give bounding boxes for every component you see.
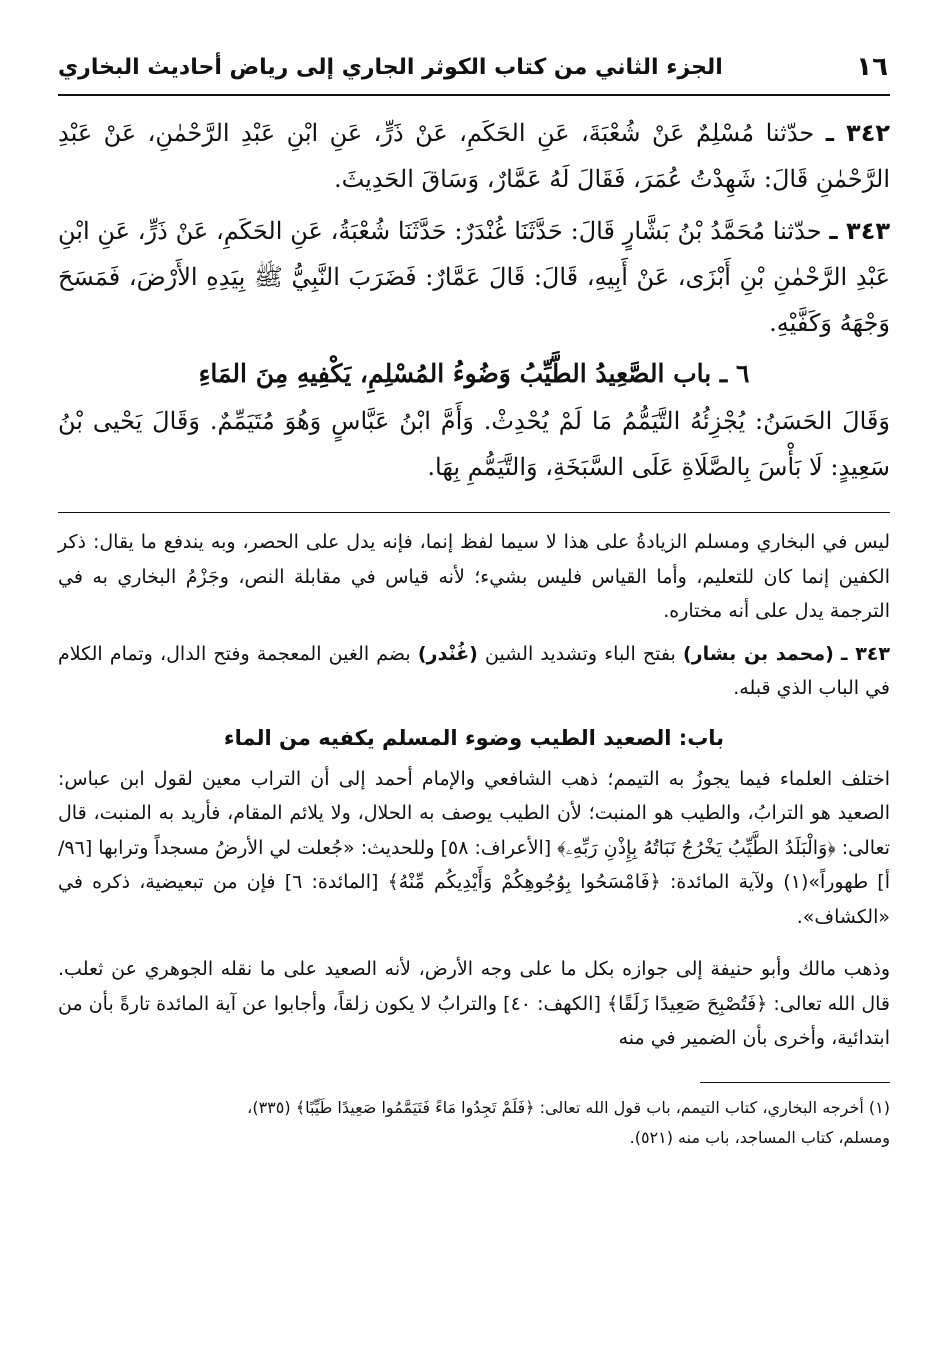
page-header [58,40,890,96]
paragraph-spacer [58,942,890,952]
commentary-heading: باب: الصعيد الطيب وضوء المسلم يكفيه من الماء [223,725,725,750]
page-number: ١٦ [856,52,888,82]
chapter-text: وَقَالَ الحَسَنُ: يُجْزِئُهُ التَّيَمُّمُ مَا لَمْ يُحْدِثْ. وَأَمَّ ابْنُ عَبَّاسٍ وَهُوَ مُتَيَمِّمٌ. وَقَالَ يَحْيى بْنُ سَعِيدٍ: لَا بَأْسَ بِالصَّلَاةِ عَلَى السَّبَخَةِ، وَالتَّيَمُّمِ بِهَا. [58,407,890,481]
footnote-line: ومسلم، كتاب المساجد، باب منه (٥٢١). [629,1127,890,1147]
hadith-343 [58,208,890,346]
commentary-divider [58,512,890,513]
hadith-number: ٣٤٣ ـ [829,217,890,245]
commentary-paragraph: ليس في البخاري ومسلم الزيادةُ على هذا لا سيما لفظ إنما، فإنه يدل على الحصر، وبه يندفع ما يقال: ذكر الكفين إنما كان للتعليم، وأما القياس فليس بشيء؛ لأنه قياس في مقابلة النص، وجَزْمُ البخاري به في الترجمة يدل على أنه مختاره. [58,531,890,622]
commentary-paragraph: وذهب مالك وأبو حنيفة إلى جوازه بكل ما على وجه الأرض، لأنه الصعيد على ما نقله الجوهري عن ثعلب. قال الله تعالى: ﴿فَتُصْبِحَ صَعِيدًا زَلَقًا﴾ [الكهف: ٤٠] والترابُ لا يكون زلقاً، وأجابوا عن آية المائدة تارةً بأن من ابتدائية، وأخرى بأن الضمير في منه [58,958,890,1049]
commentary-paragraph [58,637,890,706]
commentary-text: بفتح الباء وتشديد الشين [477,642,683,665]
hadith-text: حدّثنا مُحَمَّدُ بْنُ بَشَّارٍ قَالَ: حَدَّثَنَا غُنْدَرٌ: حَدَّثَنَا شُعْبَةُ، عَنِ الحَكَمِ، عَنْ ذَرٍّ، عَنِ ابْنِ عَبْدِ الرَّحْمٰنِ بْنِ أَبْزَى، عَنْ أَبِيهِ، قَالَ: قَالَ عَمَّارٌ: فَضَرَبَ النَّبِيُّ ﷺ بِيَدِهِ الأَرْضَ، فَمَسَحَ وَجْهَهُ وَكَفَّيْهِ. [58,217,890,337]
hadith-text: حدّثنا مُسْلِمٌ عَنْ شُعْبَةَ، عَنِ الحَكَمِ، عَنْ ذَرٍّ، عَنِ ابْنِ عَبْدِ الرَّحْمٰنِ، عَنْ عَبْدِ الرَّحْمٰنِ قَالَ: شَهِدْتُ عُمَرَ، فَقَالَ لَهُ عَمَّارٌ، وَسَاقَ الحَدِيثَ. [58,119,890,193]
hadith-number: ٣٤٣ ـ [840,642,890,665]
footnotes [58,1093,890,1153]
chapter-heading: ٦ ـ باب الصَّعِيدُ الطَّيِّبُ وَضُوءُ المُسْلِمِ، يَكْفِيهِ مِنَ المَاءِ [198,359,750,388]
footnote-line: (١) أخرجه البخاري، كتاب التيمم، باب قول الله تعالى: ﴿فَلَمْ تَجِدُوا مَاءً فَتَيَمَّمُوا صَعِيدًا طَيِّبًا﴾ (٣٣٥)، [247,1097,890,1117]
book-page [58,40,890,1153]
hadith-number: ٣٤٢ ـ [825,119,890,147]
commentary-paragraph: اختلف العلماء فيما يجوزُ به التيمم؛ ذهب الشافعي والإمام أحمد إلى أن التراب معين لقول ابن عباس: الصعيد هو الترابُ، والطيب هو المنبت؛ لأن الطيب يوصف به الحلال، ولا يلائم المقام، فأريد به المنبت، قال تعالى: ﴿وَالْبَلَدُ الطَّيِّبُ يَخْرُجُ نَبَاتُهُ بِإِذْنِ رَبِّهِۦ﴾ [الأعراف: ٥٨] وللحديث: «جُعلت لي الأرضُ مسجداً وترابها [٩٦/أ] طهوراً»(١) ولآية المائدة: ﴿فَامْسَحُوا بِوُجُوهِكُمْ وَأَيْدِيكُم مِّنْهُ﴾ [المائدة: ٦] فإن من تبعيضية، ذكره في «الكشاف». [58,767,891,928]
narrator-name: (غُنْدر) [417,642,478,665]
hadith-342 [58,110,890,202]
footnote-divider [700,1082,890,1083]
commentary-text: بضم الغين المعجمة وفتح الدال، وتمام الكلام في الباب الذي قبله. [58,642,890,699]
hadith-text-block [58,110,890,490]
commentary-block [58,525,890,1056]
running-title: الجزء الثاني من كتاب الكوثر الجاري إلى رياض أحاديث البخاري [58,54,723,80]
narrator-name: (محمد بن بشار) [682,642,834,665]
